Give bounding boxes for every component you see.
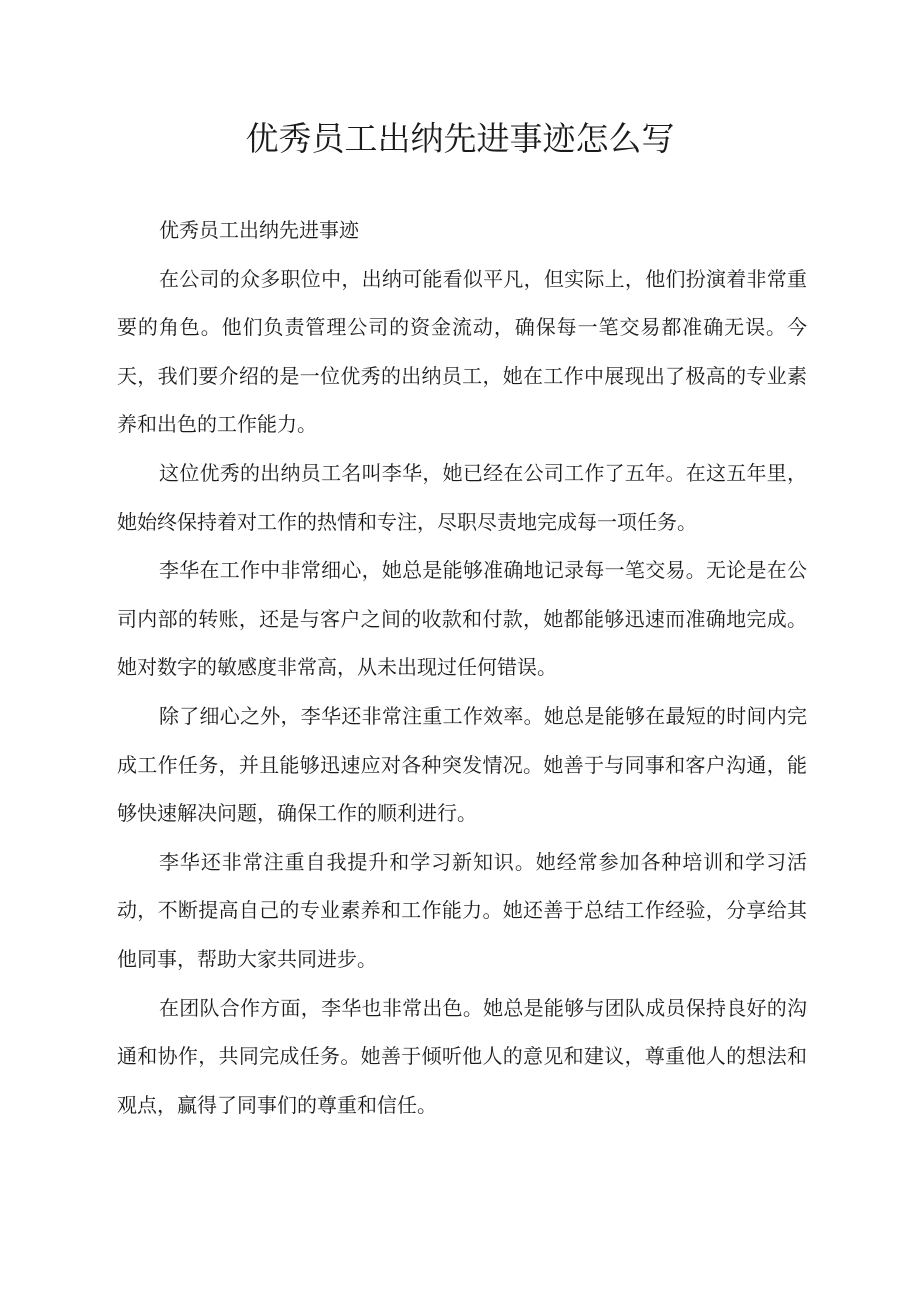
- subtitle-paragraph: 优秀员工出纳先进事迹: [159, 218, 359, 242]
- page-title: 优秀员工出纳先进事迹怎么写: [245, 119, 675, 158]
- body-paragraph: 在公司的众多职位中，出纳可能看似平凡，但实际上，他们扮演着非常重要的角色。他们负责管理公司的资金流动，确保每一笔交易都准确无误。今天，我们要介绍的是一位优秀的出纳员工，她在工作中展现出了极高的专业素养和出色的工作能力。: [117, 266, 807, 437]
- body-paragraph: 除了细心之外，李华还非常注重工作效率。她总是能够在最短的时间内完成工作任务，并且能够迅速应对各种突发情况。她善于与同事和客户沟通，能够快速解决问题，确保工作的顺利进行。: [117, 703, 807, 826]
- document-body: [117, 206, 807, 1129]
- body-paragraph: 这位优秀的出纳员工名叫李华，她已经在公司工作了五年。在这五年里，她始终保持着对工作的热情和专注，尽职尽责地完成每一项任务。: [117, 460, 807, 534]
- body-paragraph: 李华在工作中非常细心，她总是能够准确地记录每一笔交易。无论是在公司内部的转账，还是与客户之间的收款和付款，她都能够迅速而准确地完成。她对数字的敏感度非常高，从未出现过任何错误。: [117, 558, 807, 680]
- body-paragraph: 李华还非常注重自我提升和学习新知识。她经常参加各种培训和学习活动，不断提高自己的专业素养和工作能力。她还善于总结工作经验，分享给其他同事，帮助大家共同进步。: [117, 849, 807, 971]
- body-paragraph: 在团队合作方面，李华也非常出色。她总是能够与团队成员保持良好的沟通和协作，共同完成任务。她善于倾听他人的意见和建议，尊重他人的想法和观点，赢得了同事们的尊重和信任。: [117, 995, 807, 1117]
